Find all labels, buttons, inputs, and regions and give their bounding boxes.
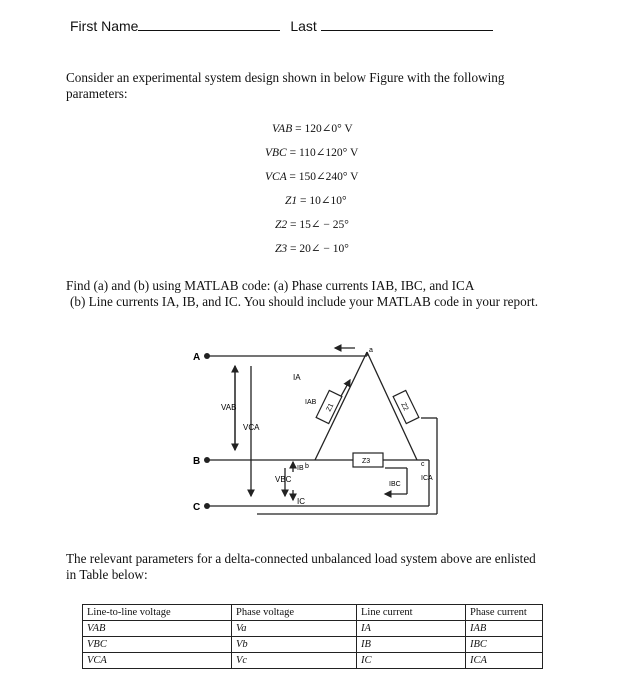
task-line-1: Find (a) and (b) using MATLAB code: (a) Phase currents IAB, IBC, and ICA [66,278,475,293]
node-a-label: A [193,352,201,363]
voltage-vbc-label: VBC [275,475,292,484]
current-ib-label: IB [297,465,304,472]
equation-lhs: VBC [265,147,287,159]
equation-rhs: = 15∠ − 25° [290,219,349,231]
table-cell: IBC [466,637,543,653]
table-cell: IB [357,637,466,653]
node-b-label: B [193,456,201,467]
current-ic-label: IC [297,497,305,506]
relevant-line-1: The relevant parameters for a delta-connected unbalanced load system above are enlisted [66,551,536,566]
table-cell: IAB [466,621,543,637]
task-line-2: (b) Line currents IA, IB, and IC. You should include your MATLAB code in your report. [70,294,539,309]
last-name-field[interactable] [321,16,493,31]
terminal-b [204,457,210,463]
equation-lhs: Z1 [285,195,298,207]
first-name-field[interactable] [138,16,280,31]
equation-rhs: = 10∠10° [300,195,347,207]
equation-rhs: = 120∠0° V [295,123,353,135]
table-cell: Va [232,621,357,637]
table-cell: IC [357,653,466,669]
table-row [83,653,543,669]
equation-vab [272,121,353,135]
equation-lhs: VCA [265,171,287,183]
table-cell: Vc [232,653,357,669]
impedance-z3-label: Z3 [362,458,371,465]
current-ia-label: IA [293,373,301,382]
equation-vca [265,169,358,183]
table-cell: IA [357,621,466,637]
relevant-paragraph [66,551,586,583]
task-paragraph [66,278,586,310]
intro-paragraph [66,70,586,102]
name-row [70,16,493,34]
equation-lhs: VAB [272,123,293,135]
terminal-a [204,353,210,359]
equation-lhs: Z3 [275,243,288,255]
voltage-vab-label: VAB [221,403,237,412]
table-cell: ICA [466,653,543,669]
equation-lhs: Z2 [275,219,288,231]
equation-z2 [275,217,349,231]
node-c-label: C [193,502,201,513]
equation-z3 [275,241,349,255]
current-ibc-label: IBC [389,481,401,488]
delta-circuit-diagram [185,338,445,528]
last-name-label: Last [290,18,317,34]
equation-vbc [265,145,358,159]
table-row [83,621,543,637]
table-header: Line current [357,605,466,621]
first-name-label: First Name [70,18,139,34]
table-header-row [83,605,543,621]
relevant-line-2: in Table below: [66,567,148,582]
table-cell: VBC [83,637,232,653]
current-iab-label: IAB [305,399,317,406]
node-small-a: a [369,347,373,354]
parameters-table [82,604,543,669]
equation-rhs: = 20∠ − 10° [290,243,349,255]
impedance-z2-label: Z2 [399,401,410,413]
equation-rhs: = 150∠240° V [289,171,359,183]
table-header: Phase current [466,605,543,621]
current-ica-label: ICA [421,475,433,482]
terminal-c [204,503,210,509]
table-cell: Vb [232,637,357,653]
node-small-c: c [421,461,425,468]
table-row [83,637,543,653]
intro-line-1: Consider an experimental system design shown in below Figure with the following [66,70,505,85]
intro-line-2: parameters: [66,86,128,101]
impedance-z1-label: Z1 [325,402,336,413]
node-small-b: b [305,463,309,470]
table-header: Line-to-line voltage [83,605,232,621]
voltage-vca-label: VCA [243,423,260,432]
table-cell: VCA [83,653,232,669]
table-cell: VAB [83,621,232,637]
equation-z1 [285,193,347,207]
table-header: Phase voltage [232,605,357,621]
equation-rhs: = 110∠120° V [289,147,359,159]
